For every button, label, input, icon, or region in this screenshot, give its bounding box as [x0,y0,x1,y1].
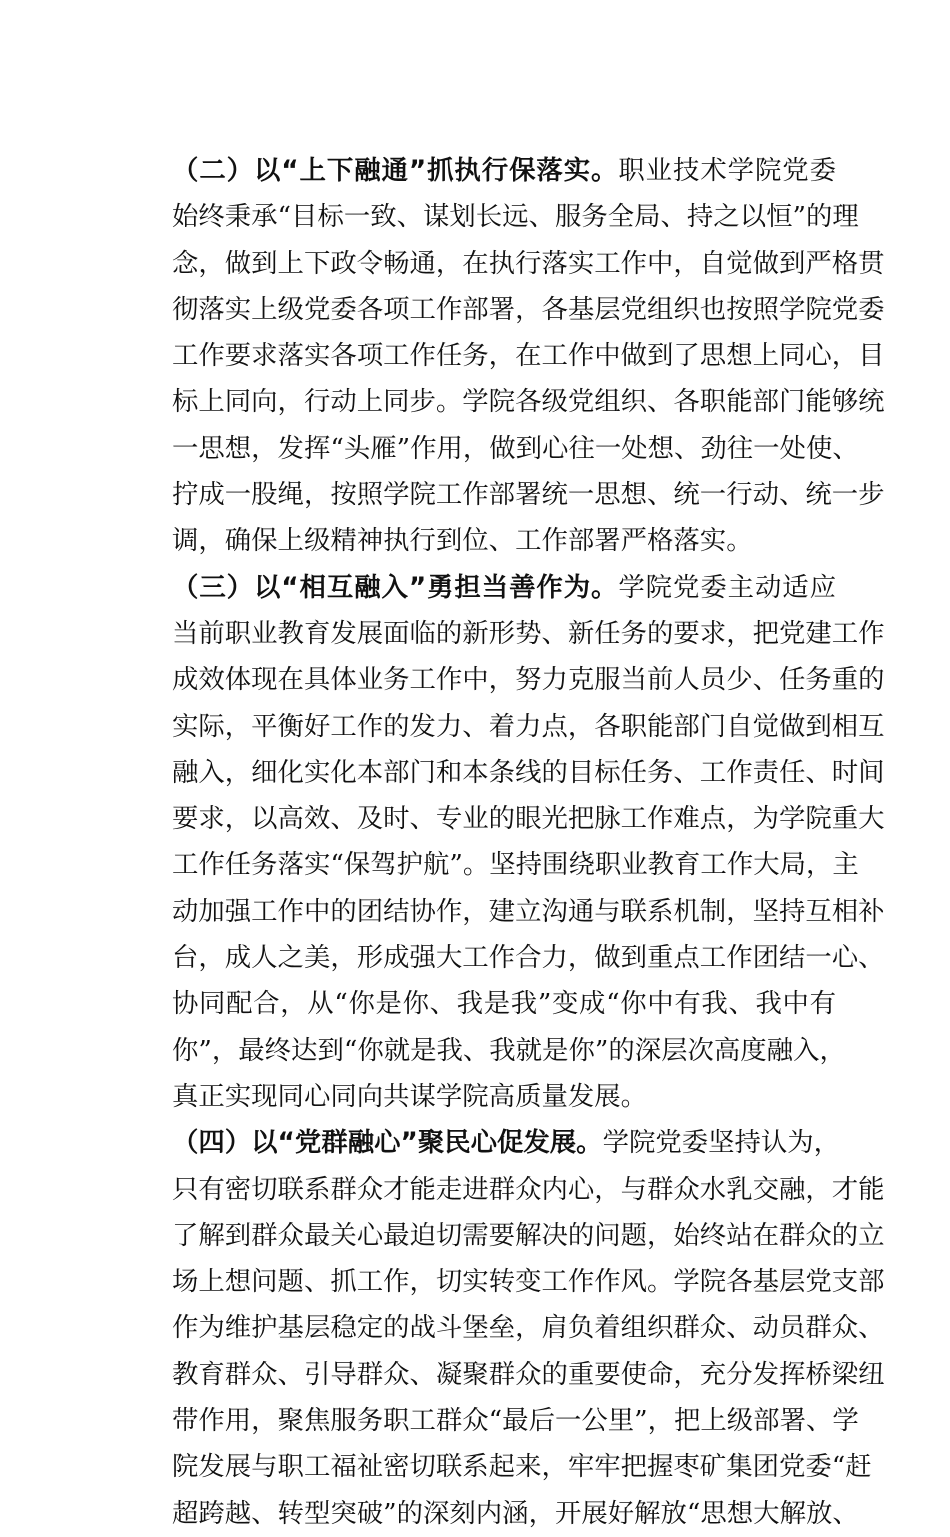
text-line: 台，成人之美，形成强大工作合力，做到重点工作团结一心、 [172,942,885,974]
text-line: （四）以“党群融心”聚民心促发展。学院党委坚持认为， [172,1127,841,1159]
section-heading: （二）以“上下融通”抓执行保落实。 [172,155,619,186]
section-heading: （四）以“党群融心”聚民心促发展。 [172,1127,603,1159]
text-line: 只有密切联系群众才能走进群众内心，与群众水乳交融，才能 [172,1173,885,1205]
paragraph-section-3 [172,565,885,1121]
text-line: 场上想问题、抓工作，切实转变工作作风。学院各基层党支部 [172,1266,885,1298]
text-line: 作为维护基层稳定的战斗堡垒，肩负着组织群众、动员群众、 [172,1312,885,1344]
text-line: 彻落实上级党委各项工作部署，各基层党组织也按照学院党委 [172,293,885,325]
text-line: 当前职业教育发展面临的新形势、新任务的要求，把党建工作 [172,617,885,649]
paragraph-section-2 [172,148,885,565]
text-line: 工作任务落实“保驾护航”。坚持围绕职业教育工作大局，主 [172,849,859,881]
text-line: 实际，平衡好工作的发力、着力点，各职能部门自觉做到相互 [172,710,885,742]
paragraph-section-4 [172,1120,885,1537]
section-heading: （三）以“相互融入”勇担当善作为。 [172,571,619,603]
text-line: （二）以“上下融通”抓执行保落实。职业技术学院党委 [172,155,836,186]
text-line: 念，做到上下政令畅通，在执行落实工作中，自觉做到严格贯 [172,247,885,279]
text-line: 教育群众、引导群众、凝聚群众的重要使命，充分发挥桥梁纽 [172,1358,885,1390]
text-line: 院发展与职工福祉密切联系起来，牢牢把握枣矿集团党委“赶 [172,1451,872,1483]
text-line: 真正实现同心同向共谋学院高质量发展。 [172,1080,648,1112]
text-line: 始终秉承“目标一致、谋划长远、服务全局、持之以恒”的理 [172,201,859,233]
text-line: 一思想，发挥“头雁”作用，做到心往一处想、劲往一处使、 [172,432,859,464]
text-line: 动加强工作中的团结协作，建立沟通与联系机制，坚持互相补 [172,895,885,927]
text-line: 拧成一股绳，按照学院工作部署统一思想、统一行动、统一步 [172,479,885,511]
text-line: 超跨越、转型突破”的深刻内涵，开展好解放“思想大解放、 [172,1497,859,1529]
text-line: 协同配合，从“你是你、我是我”变成“你中有我、我中有 [172,988,836,1020]
body-text [172,148,885,1537]
text-line: 标上同向，行动上同步。学院各级党组织、各职能部门能够统 [172,386,885,418]
text-line: 带作用，聚焦服务职工群众“最后一公里”，把上级部署、学 [172,1405,859,1437]
text-line: 你”，最终达到“你就是我、我就是你”的深层次高度融入， [172,1034,846,1066]
text-line: 融入，细化实化本部门和本条线的目标任务、工作责任、时间 [172,756,885,788]
text-line: 工作要求落实各项工作任务，在工作中做到了思想上同心，目 [172,340,885,372]
text-line: 调，确保上级精神执行到位、工作部署严格落实。 [172,525,753,557]
text-line: 了解到群众最关心最迫切需要解决的问题，始终站在群众的立 [172,1219,885,1251]
text-line: 成效体现在具体业务工作中，努力克服当前人员少、任务重的 [172,664,885,696]
text-line: （三）以“相互融入”勇担当善作为。学院党委主动适应 [172,571,836,603]
text-line: 要求，以高效、及时、专业的眼光把脉工作难点，为学院重大 [172,803,885,835]
